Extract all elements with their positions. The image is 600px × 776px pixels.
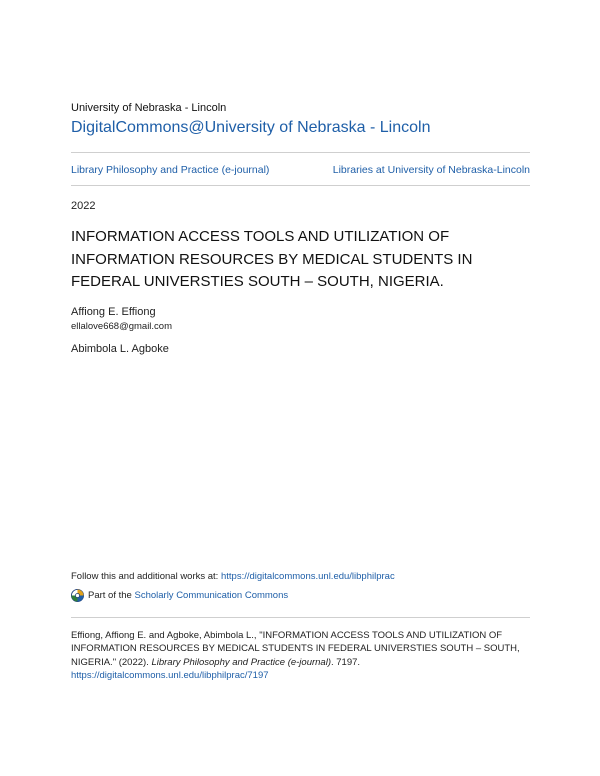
citation-journal: Library Philosophy and Practice (e-journal) <box>151 656 331 668</box>
article-title: INFORMATION ACCESS TOOLS AND UTILIZATION OF INFORMATION RESOURCES BY MEDICAL STUDENTS IN FEDERAL UNIVERSTIES SOUTH – SOUTH, NIGERIA. <box>71 228 473 290</box>
follow-text: Follow this and additional works at: <box>71 571 221 582</box>
journal-link[interactable]: Library Philosophy and Practice (e-journal) <box>71 164 270 176</box>
follow-line <box>71 571 395 582</box>
nav-divider <box>71 185 530 186</box>
citation-block <box>71 629 533 682</box>
author-email: ellalove668@gmail.com <box>71 321 172 332</box>
citation-url[interactable]: https://digitalcommons.unl.edu/libphilprac/7197 <box>71 669 269 681</box>
footer-divider <box>71 617 530 618</box>
publication-year: 2022 <box>71 200 96 212</box>
collection-link[interactable]: https://digitalcommons.unl.edu/libphilprac <box>220 571 395 582</box>
part-of-text: Part of the <box>88 590 132 601</box>
citation-text: Effiong, Affiong E. and Agboke, Abimbola L., "INFORMATION ACCESS TOOLS AND UTILIZATION OF INFORMATION RESOURCES BY MEDICAL STUDENTS IN FEDERAL UNIVERSTIES SOUTH – SOUTH, NIGERIA." (2022). <box>71 630 520 668</box>
network-icon <box>71 589 84 602</box>
institution-name: University of Nebraska - Lincoln <box>71 102 227 114</box>
commons-link[interactable]: Scholarly Communication Commons <box>134 590 289 601</box>
citation-number: . 7197. <box>330 656 361 668</box>
part-of-line <box>71 589 288 602</box>
libraries-link[interactable]: Libraries at University of Nebraska-Lincoln <box>332 164 530 176</box>
author-name: Abimbola L. Agboke <box>71 343 169 355</box>
header-divider <box>71 152 530 153</box>
repository-link[interactable]: DigitalCommons@University of Nebraska - Lincoln <box>71 119 431 136</box>
author-name: Affiong E. Effiong <box>71 306 156 318</box>
